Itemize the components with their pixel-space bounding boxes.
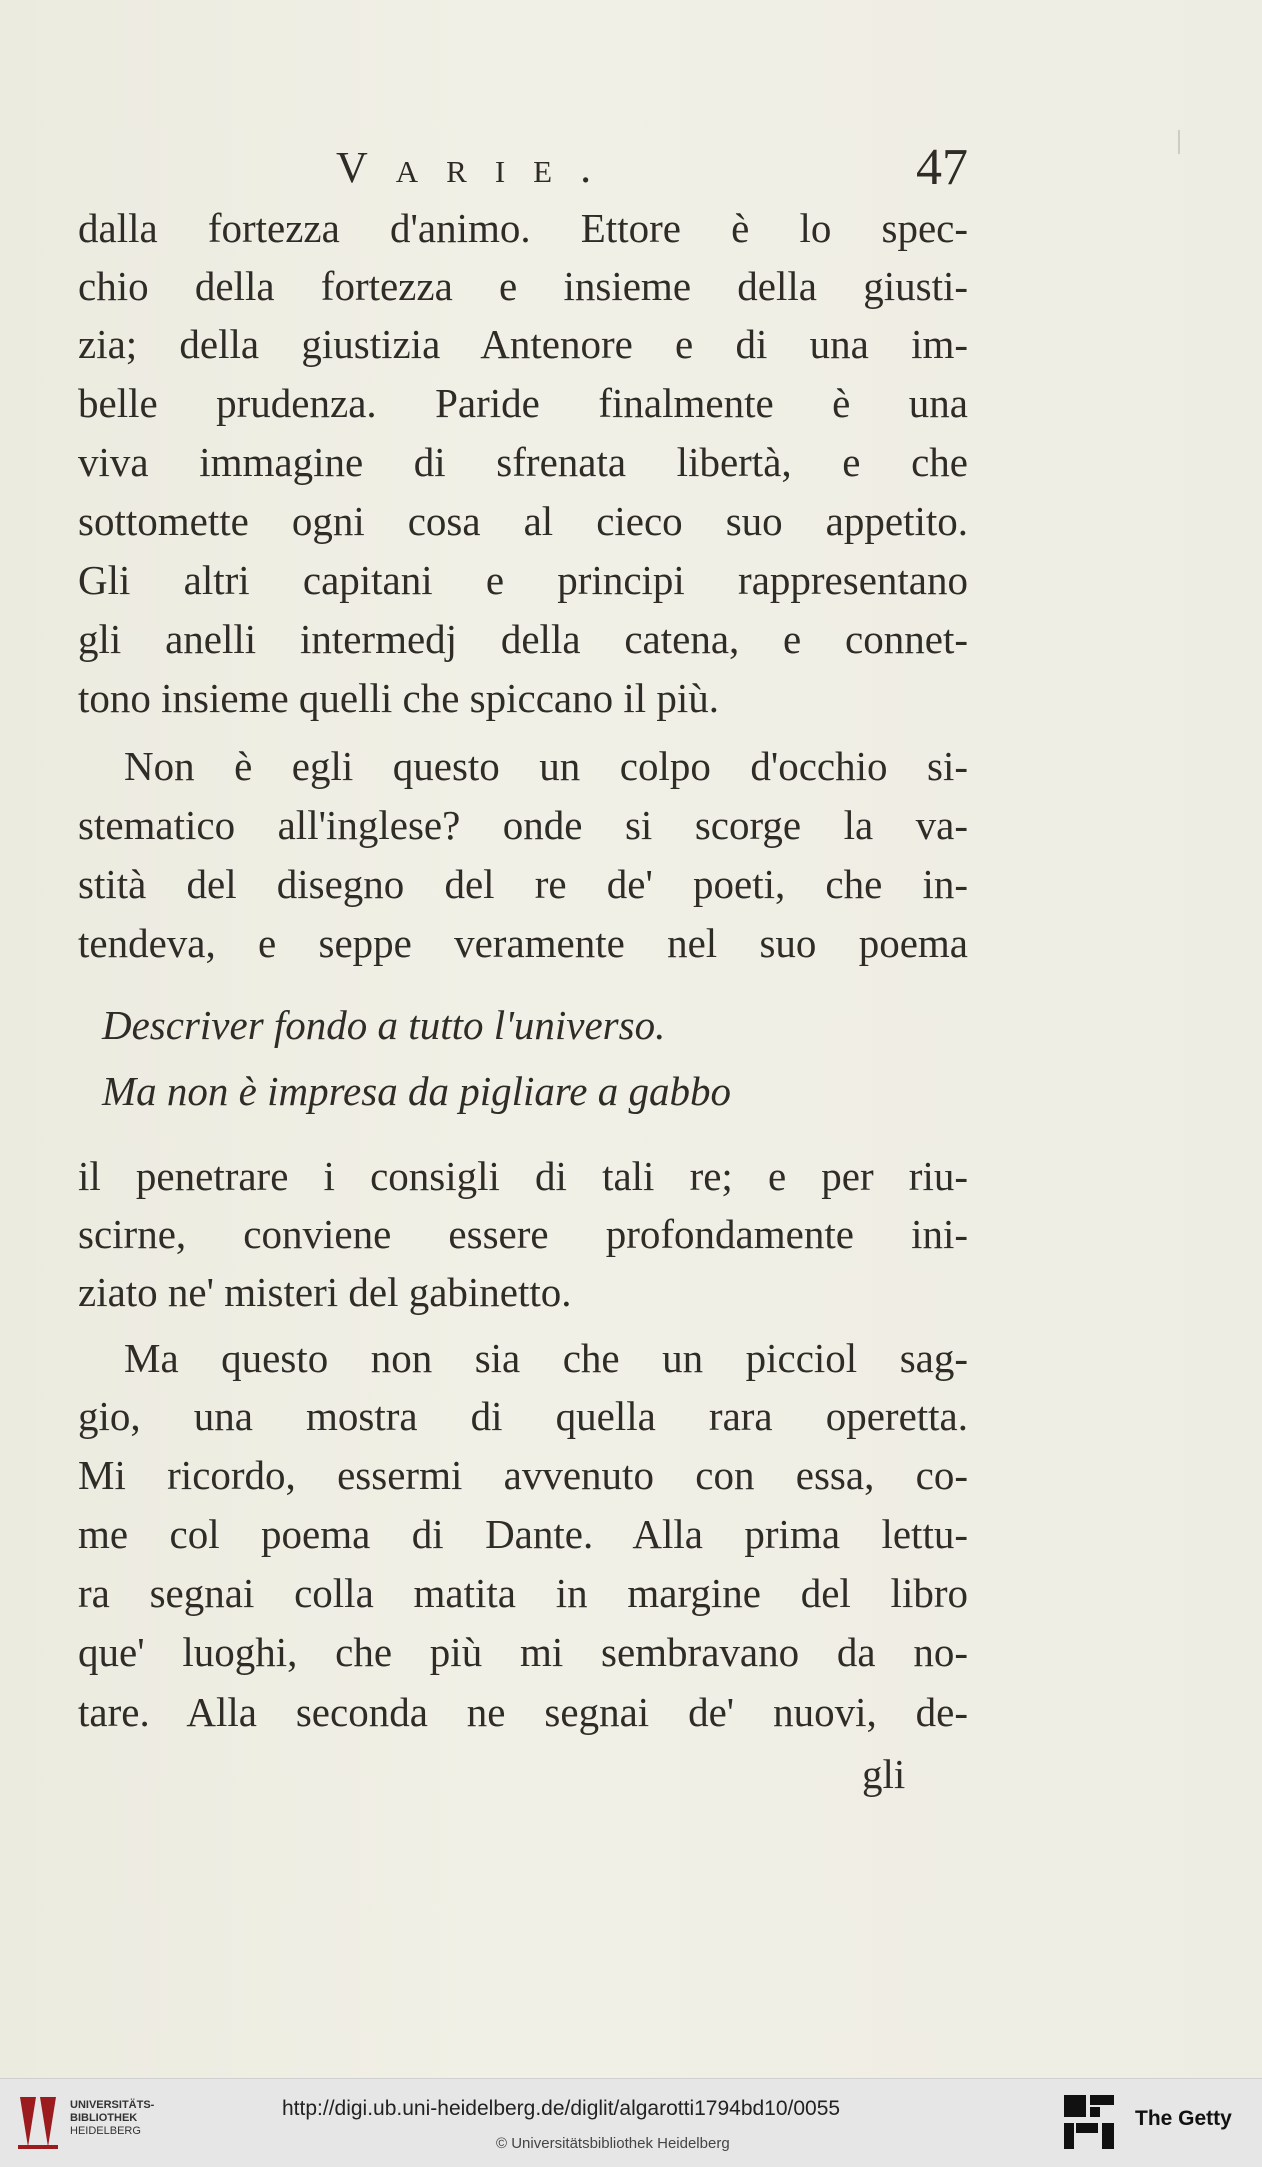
text-line: sottomette ogni cosa al cieco suo appetito. [78, 498, 968, 544]
text-line: belle prudenza. Paride finalmente è una [78, 380, 968, 426]
text-line: il penetrare i consigli di tali re; e per riu- [78, 1153, 968, 1199]
library-name-line: BIBLIOTHEK [70, 2112, 138, 2124]
page-header [78, 138, 968, 198]
text-line: scirne, conviene essere profondamente ini- [78, 1211, 968, 1257]
text-line: stematico all'inglese? onde si scorge la va- [78, 802, 968, 848]
text-line: Gli altri capitani e principi rappresentano [78, 557, 968, 603]
getty-logo-icon [1062, 2093, 1116, 2151]
library-name-line: HEIDELBERG [70, 2125, 141, 2137]
text-line: Mi ricordo, essermi avvenuto con essa, co- [78, 1452, 968, 1498]
text-line: stità del disegno del re de' poeti, che in- [78, 861, 968, 907]
margin-mark [1178, 130, 1180, 154]
text-line: Non è egli questo un colpo d'occhio si- [124, 743, 968, 789]
catchword: gli [862, 1751, 906, 1797]
running-title: Varie. [336, 143, 620, 192]
text-line: gli anelli intermedj della catena, e connet- [78, 616, 968, 662]
text-line: dalla fortezza d'animo. Ettore è lo spec- [78, 205, 968, 251]
copyright-notice: © Universitätsbibliothek Heidelberg [496, 2135, 730, 2152]
verse-line: Descriver fondo a tutto l'universo. [102, 1002, 666, 1048]
text-line: que' luoghi, che più mi sembravano da no- [78, 1629, 968, 1675]
text-line: tono insieme quelli che spiccano il più. [78, 675, 720, 721]
library-name-line: UNIVERSITÄTS- [70, 2099, 155, 2111]
text-line: ra segnai colla matita in margine del libro [78, 1570, 968, 1616]
getty-name: The Getty [1135, 2107, 1232, 2130]
footer-bar [0, 2078, 1262, 2167]
text-line: zia; della giustizia Antenore e di una im- [78, 321, 968, 367]
library-name [70, 2099, 180, 2138]
text-line: Ma questo non sia che un picciol sag- [124, 1335, 968, 1381]
text-line: viva immagine di sfrenata libertà, e che [78, 439, 968, 485]
verse-line: Ma non è impresa da pigliare a gabbo [102, 1068, 731, 1114]
text-line: me col poema di Dante. Alla prima lettu- [78, 1511, 968, 1557]
permalink-url[interactable]: http://digi.ub.uni-heidelberg.de/diglit/algarotti1794bd10/0055 [282, 2097, 841, 2120]
page-number: 47 [916, 139, 968, 196]
ub-heidelberg-logo-icon [14, 2093, 62, 2151]
text-line: tare. Alla seconda ne segnai de' nuovi, de- [78, 1689, 968, 1735]
text-line: chio della fortezza e insieme della giusti- [78, 263, 968, 309]
text-line: gio, una mostra di quella rara operetta. [78, 1393, 968, 1439]
text-line: ziato ne' misteri del gabinetto. [78, 1269, 572, 1315]
text-line: tendeva, e seppe veramente nel suo poema [78, 920, 968, 966]
